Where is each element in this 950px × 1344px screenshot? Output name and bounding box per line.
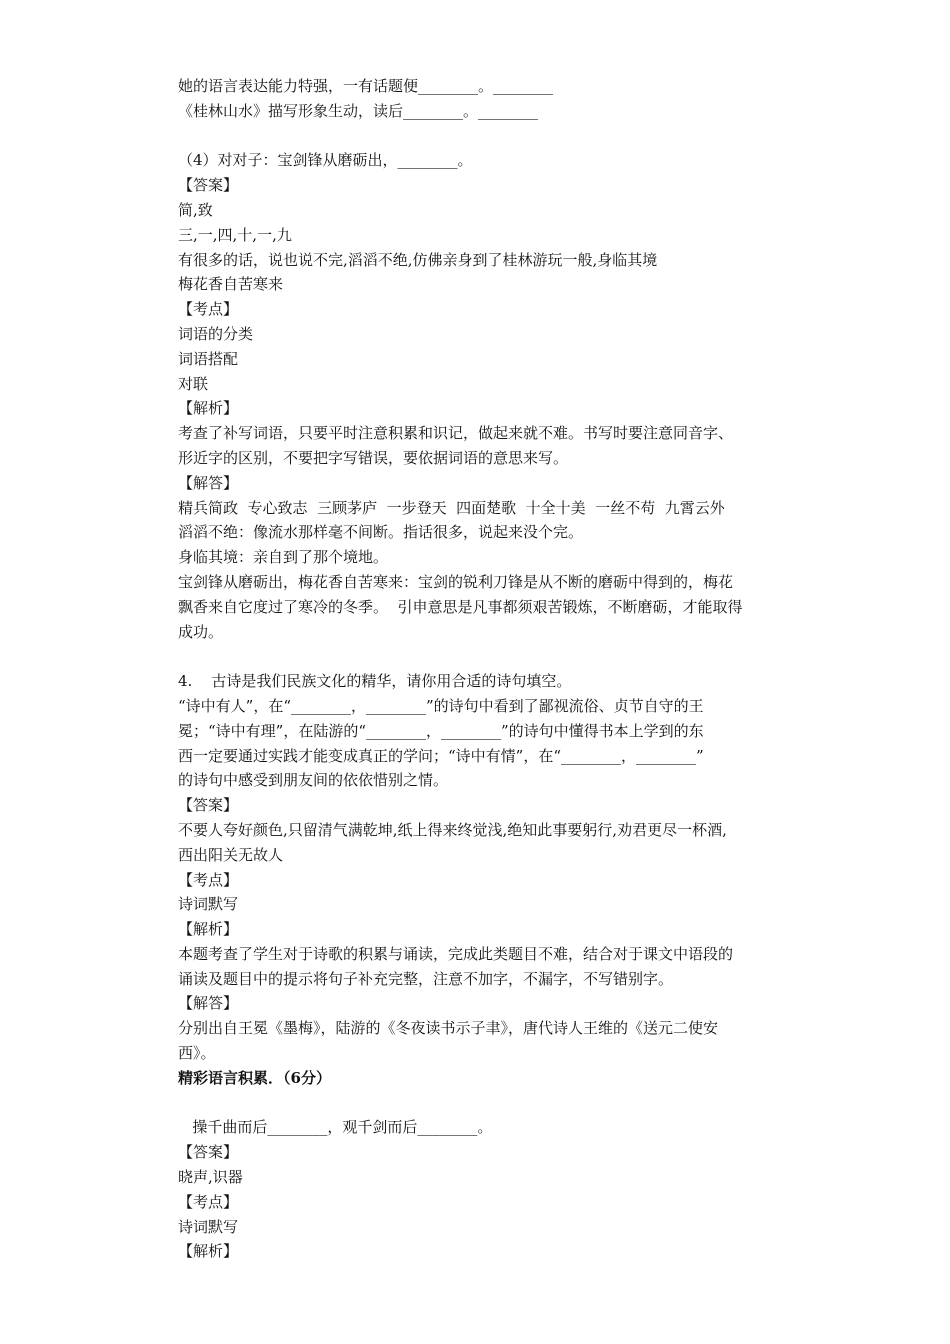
text-line: 词语的分类 xyxy=(178,324,254,343)
text-line: 的诗句中感受到朋友间的依依惜别之情。 xyxy=(178,771,449,790)
text-line: 诵读及题目中的提示将句子补充完整，注意不加字，不漏字，不写错别字。 xyxy=(178,969,674,988)
text-line: 【答案】 xyxy=(178,796,239,815)
text-line: 【解答】 xyxy=(178,473,239,492)
text-line: 西出阳关无故人 xyxy=(178,845,284,864)
text-line: 【考点】 xyxy=(178,1192,239,1211)
text-line: 晓声,识器 xyxy=(178,1168,243,1187)
text-line: 【解析】 xyxy=(178,920,239,939)
text-line: “诗中有人”，在“________，________”的诗句中看到了鄙视流俗、贞节自守的王 xyxy=(178,696,704,715)
text-line: 分别出自王冕《墨梅》，陆游的《冬夜读书示子聿》，唐代诗人王维的《送元二使安 xyxy=(178,1019,719,1038)
text-line: 西》。 xyxy=(178,1044,216,1063)
document-page xyxy=(178,74,818,1264)
text-line: 冕；“诗中有理”，在陆游的“________，________”的诗句中懂得书本上学到的东 xyxy=(178,721,704,740)
text-line: 【解答】 xyxy=(178,994,239,1013)
text-line: 诗词默写 xyxy=(178,895,239,914)
text-line: 宝剑锋从磨砺出，梅花香自苦寒来：宝剑的锐利刀锋是从不断的磨砺中得到的，梅花 xyxy=(178,572,734,591)
blank-line xyxy=(178,1091,818,1116)
text-line: 简,致 xyxy=(178,200,213,219)
text-line: 【解析】 xyxy=(178,399,239,418)
text-line: 飘香来自它度过了寒冷的冬季。 引申意思是凡事都须艰苦锻炼，不断磨砺，才能取得 xyxy=(178,597,743,616)
text-line: 梅花香自苦寒来 xyxy=(178,275,284,294)
text-line: 她的语言表达能力特强，一有话题便________。________ xyxy=(178,77,554,95)
text-line: 【答案】 xyxy=(178,176,239,195)
text-line: 【解析】 xyxy=(178,1242,239,1261)
text-line: 形近字的区别，不要把字写错误，要依据词语的意思来写。 xyxy=(178,448,569,467)
text-line: 对联 xyxy=(178,374,209,393)
text-line: 词语搭配 xyxy=(178,349,239,368)
text-line: 操千曲而后________，观千剑而后________。 xyxy=(178,1118,493,1137)
text-line: 成功。 xyxy=(178,622,224,641)
section-heading: 精彩语言积累．（6分） xyxy=(178,1068,331,1087)
text-line: 【考点】 xyxy=(178,300,239,319)
text-line: 有很多的话，说也说不完,滔滔不绝,仿佛亲身到了桂林游玩一般,身临其境 xyxy=(178,250,658,269)
text-line: 【答案】 xyxy=(178,1143,239,1162)
text-line: 精兵简政 专心致志 三顾茅庐 一步登天 四面楚歌 十全十美 一丝不苟 九霄云外 xyxy=(178,498,725,517)
text-line: 三,一,四,十,一,九 xyxy=(178,225,292,244)
text-line: 滔滔不绝：像流水那样毫不间断。指话很多，说起来没个完。 xyxy=(178,523,584,542)
text-line: 《桂林山水》描写形象生动，读后________。________ xyxy=(178,101,539,120)
text-line: 【考点】 xyxy=(178,870,239,889)
text-line: 诗词默写 xyxy=(178,1217,239,1236)
text-line: 4. 古诗是我们民族文化的精华，请你用合适的诗句填空。 xyxy=(178,672,572,691)
text-line: 西一定要通过实践才能变成真正的学问；“诗中有情”，在“________，________” xyxy=(178,746,704,765)
blank-line xyxy=(178,124,818,149)
text-line: 身临其境：亲自到了那个境地。 xyxy=(178,548,389,567)
text-line: 本题考查了学生对于诗歌的积累与诵读，完成此类题目不难，结合对于课文中语段的 xyxy=(178,944,734,963)
text-line: （4）对对子：宝剑锋从磨砺出，________。 xyxy=(178,151,473,170)
text-line: 不要人夸好颜色,只留清气满乾坤,纸上得来终觉浅,绝知此事要躬行,劝君更尽一杯酒, xyxy=(178,820,727,839)
blank-line xyxy=(178,644,818,669)
text-line: 考查了补写词语，只要平时注意积累和识记，做起来就不难。书写时要注意同音字、 xyxy=(178,424,734,443)
